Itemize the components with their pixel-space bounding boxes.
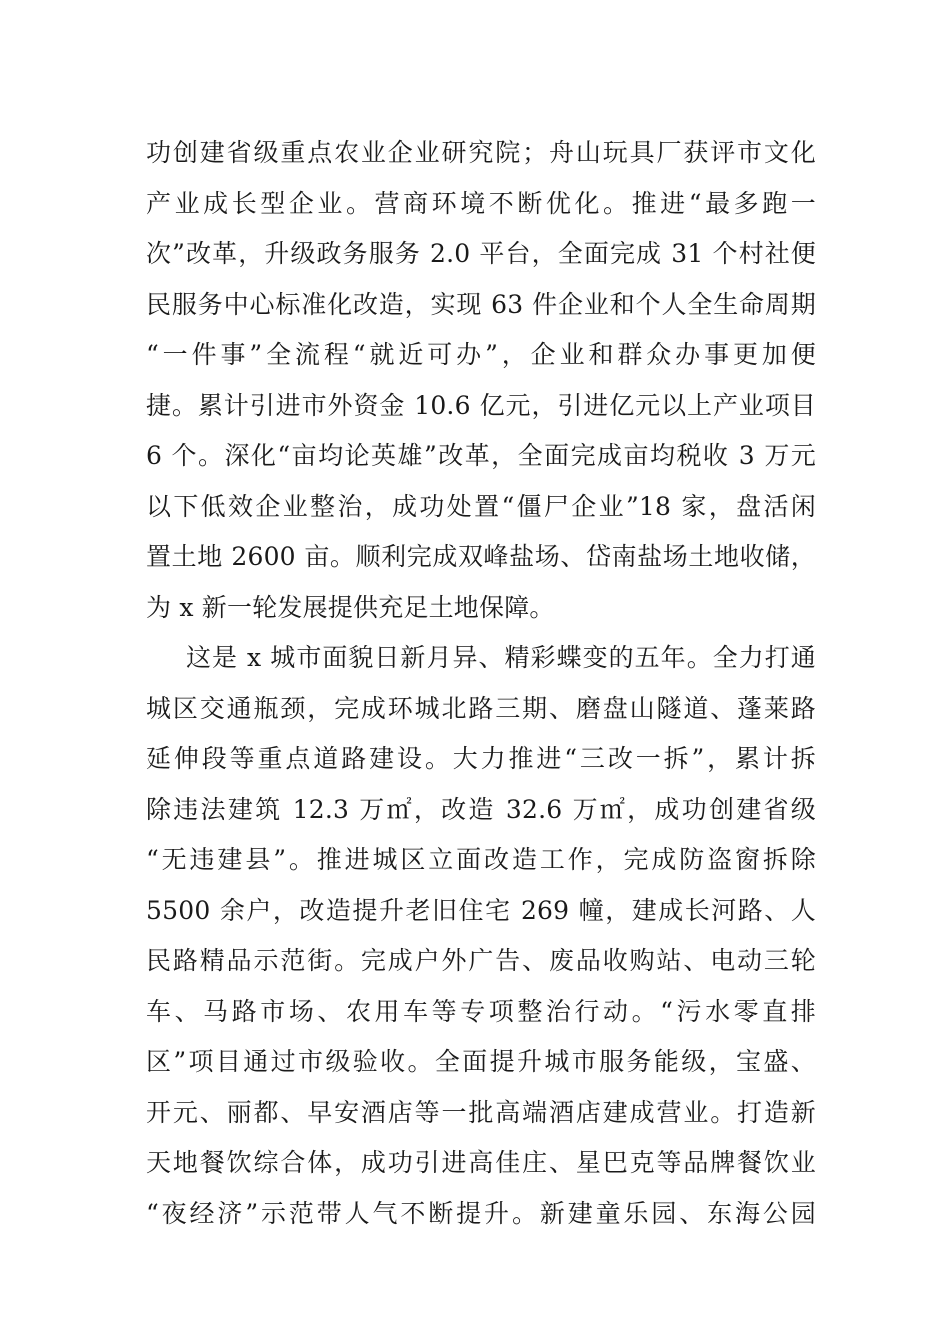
text-line: 这是 x 城市面貌日新月异、精彩蝶变的五年。全力打通 [186, 643, 816, 672]
text-line: “一件事”全流程“就近可办”，企业和群众办事更加便 [146, 340, 816, 369]
text-line: 开元、丽都、早安酒店等一批高端酒店建成营业。打造新 [146, 1097, 816, 1127]
text-line: 次”改革，升级政务服务 2.0 平台，全面完成 31 个村社便 [146, 239, 816, 268]
text-line: 6 个。深化“亩均论英雄”改革，全面完成亩均税收 3 万元 [146, 441, 816, 470]
text-line: 区”项目通过市级验收。全面提升城市服务能级，宝盛、 [146, 1047, 816, 1076]
text-line: 城区交通瓶颈，完成环城北路三期、磨盘山隧道、蓬莱路 [146, 693, 816, 723]
body-text [146, 128, 816, 1239]
paragraph-2 [146, 633, 816, 1239]
text-line: 民路精品示范街。完成户外广告、废品收购站、电动三轮 [146, 946, 816, 975]
text-line: 产业成长型企业。营商环境不断优化。推进“最多跑一 [146, 188, 816, 218]
text-line: 以下低效企业整治，成功处置“僵尸企业”18 家，盘活闲 [146, 491, 816, 521]
text-line: 5500 余户，改造提升老旧住宅 269 幢，建成长河路、人 [146, 895, 816, 925]
text-line: 捷。累计引进市外资金 10.6 亿元，引进亿元以上产业项目 [146, 390, 816, 420]
paragraph-1 [146, 128, 816, 633]
text-line: 除违法建筑 12.3 万㎡，改造 32.6 万㎡，成功创建省级 [146, 794, 816, 824]
text-line: 延伸段等重点道路建设。大力推进“三改一拆”，累计拆 [146, 744, 816, 773]
text-line: 天地餐饮综合体，成功引进高佳庄、星巴克等品牌餐饮业 [146, 1148, 816, 1177]
text-line: 民服务中心标准化改造，实现 63 件企业和个人全生命周期 [146, 289, 816, 319]
text-line: “无违建县”。推进城区立面改造工作，完成防盗窗拆除 [146, 845, 816, 874]
text-line: 功创建省级重点农业企业研究院；舟山玩具厂获评市文化 [146, 138, 816, 167]
text-line: 车、马路市场、农用车等专项整治行动。“污水零直排 [146, 996, 816, 1026]
text-line: “夜经济”示范带人气不断提升。新建童乐园、东海公园 [146, 1198, 816, 1228]
text-line: 置土地 2600 亩。顺利完成双峰盐场、岱南盐场土地收储， [146, 542, 816, 571]
text-line: 为 x 新一轮发展提供充足土地保障。 [146, 592, 555, 622]
